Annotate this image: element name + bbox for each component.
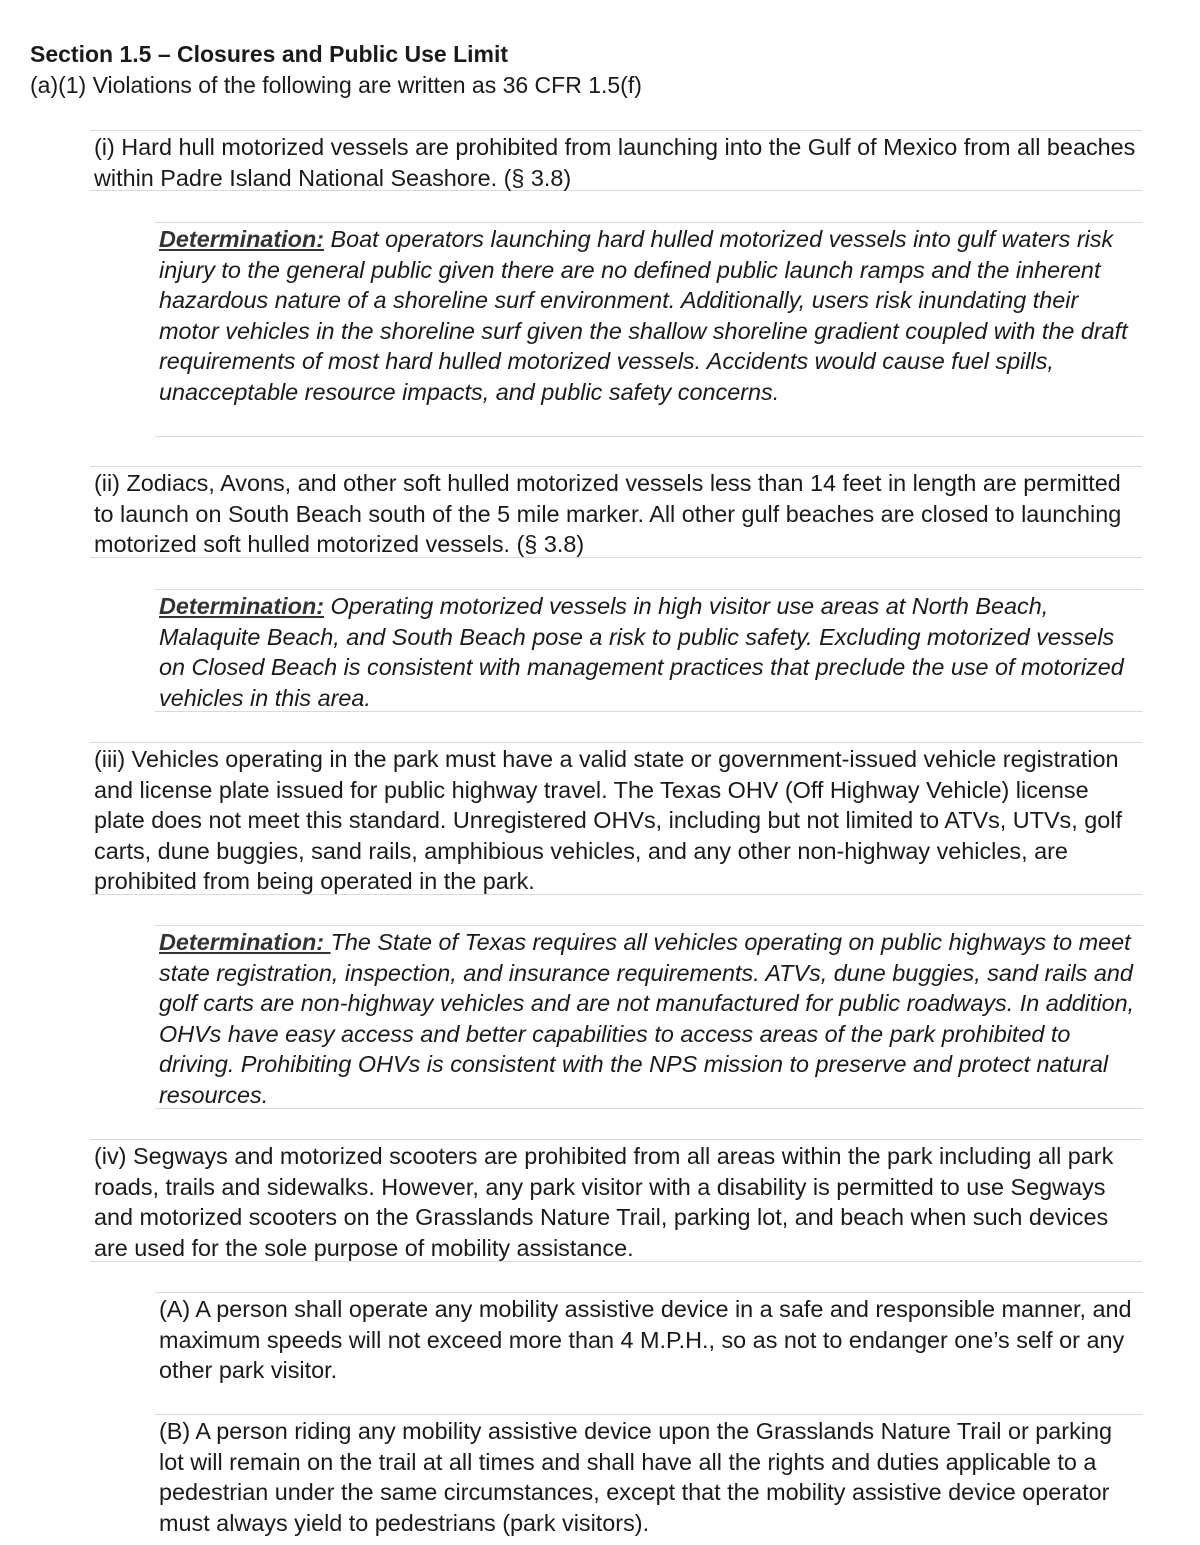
rule-item-iii: (iii) Vehicles operating in the park must have a valid state or government-issued vehicle registration and license plate issued for public highway travel. The Texas OHV (Off Highway Vehicle) license plate does not meet this standard. Unregistered OHVs, including but not limited to ATVs, UTVs, golf carts, dune buggies, sand rails, amphibious vehicles, and any other non-highway vehicles, are prohibited from being operated in the park. xyxy=(90,742,1142,895)
section-title: Section 1.5 – Closures and Public Use Limit xyxy=(30,41,509,67)
determination-label: Determination: xyxy=(159,593,325,619)
determination-text: Operating motorized vessels in high visitor use areas at North Beach, Malaquite Beach, and South Beach pose a risk to public safety. Excluding motorized vessels on Closed Beach is consistent with management practices that preclude the use of motorized vehicles in this area. xyxy=(159,593,1124,711)
determination-ii xyxy=(155,589,1143,712)
determination-text: Boat operators launching hard hulled motorized vessels into gulf waters risk injury to the general public given there are no defined public launch ramps and the inherent hazardous nature of a shoreline surf environment. Additionally, users risk inundating their motor vehicles in the shoreline surf given the shallow shoreline gradient coupled with the draft requirements of most hard hulled motorized vessels. Accidents would cause fuel spills, unacceptable resource impacts, and public safety concerns. xyxy=(159,226,1128,405)
rule-item-i: (i) Hard hull motorized vessels are prohibited from launching into the Gulf of Mexico from all beaches within Padre Island National Seashore. (§ 3.8) xyxy=(90,130,1142,191)
rule-subitem-a: (A) A person shall operate any mobility assistive device in a safe and responsible manner, and maximum speeds will not exceed more than 4 M.P.H., so as not to endanger one’s self or any other park visitor. xyxy=(155,1292,1143,1392)
determination-label: Determination: xyxy=(159,226,325,252)
determination-label: Determination: xyxy=(159,929,331,955)
section-subtitle: (a)(1) Violations of the following are written as 36 CFR 1.5(f) xyxy=(30,72,642,98)
determination-text: The State of Texas requires all vehicles operating on public highways to meet state registration, inspection, and insurance requirements. ATVs, dune buggies, sand rails and golf carts are non-highway vehicles and are not manufactured for public roadways. In addition, OHVs have easy access and better capabilities to access areas of the park prohibited to driving. Prohibiting OHVs is consistent with the NPS mission to preserve and protect natural resources. xyxy=(159,929,1135,1108)
determination-iii xyxy=(155,925,1143,1109)
determination-i xyxy=(155,222,1143,437)
rule-subitem-b: (B) A person riding any mobility assistive device upon the Grasslands Nature Trail or parking lot will remain on the trail at all times and shall have all the rights and duties applicable to a pedestrian under the same circumstances, except that the mobility assistive device operator must always yield to pedestrians (park visitors). xyxy=(155,1414,1143,1540)
rule-item-iv: (iv) Segways and motorized scooters are prohibited from all areas within the park including all park roads, trails and sidewalks. However, any park visitor with a disability is permitted to use Segways and motorized scooters on the Grasslands Nature Trail, parking lot, and beach when such devices are used for the sole purpose of mobility assistance. xyxy=(90,1139,1142,1262)
rule-item-ii: (ii) Zodiacs, Avons, and other soft hulled motorized vessels less than 14 feet in length are permitted to launch on South Beach south of the 5 mile marker. All other gulf beaches are closed to launching motorized soft hulled motorized vessels. (§ 3.8) xyxy=(90,466,1142,558)
